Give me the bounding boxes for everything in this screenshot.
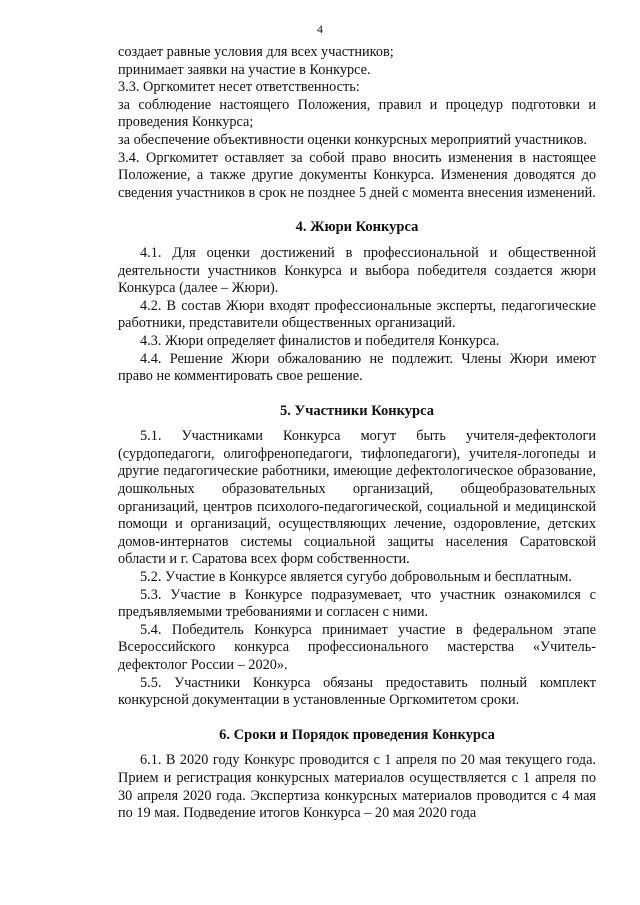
paragraph: создает равные условия для всех участников; (118, 44, 394, 60)
section-heading-jury: 4. Жюри Конкурса (295, 219, 419, 236)
page-number: 4 (317, 22, 323, 36)
paragraph: 4.4. Решение Жюри обжалованию не подлежит. Члены Жюри имеют право не комментировать свое решение. (118, 350, 596, 385)
paragraph: 5.4. Победитель Конкурса принимает участие в федеральном этапе Всероссийского конкурса профессионального мастерства «Учитель-дефектолог России – 2020». (118, 621, 596, 673)
spacer (118, 237, 596, 245)
spacer (118, 420, 596, 428)
paragraph: 3.4. Оргкомитет оставляет за собой право вносить изменения в настоящее Положение, а также другие документы Конкурса. Изменения доводятся до сведения участников в срок не позднее 5 дней с момента внесения изменений. (118, 149, 596, 201)
section-heading-schedule: 6. Сроки и Порядок проведения Конкурса (219, 726, 495, 743)
paragraph: 3.3. Оргкомитет несет ответственность: (118, 79, 360, 96)
paragraph: 4.1. Для оценки достижений в профессиональной и общественной деятельности участников Конкурса и выбора победителя создается жюри Конкурса (далее – Жюри). (118, 244, 596, 297)
paragraph: принимает заявки на участие в Конкурсе. (118, 61, 371, 78)
document-body (118, 44, 596, 823)
paragraph: 5.2. Участие в Конкурсе является сугубо добровольным и бесплатным. (140, 569, 572, 586)
spacer (118, 386, 596, 403)
spacer (118, 202, 596, 219)
paragraph: 4.2. В состав Жюри входят профессиональные эксперты, педагогические работники, представители общественных организаций. (118, 297, 596, 332)
spacer (118, 744, 596, 752)
spacer (118, 710, 596, 727)
paragraph: 5.3. Участие в Конкурсе подразумевает, что участник ознакомился с предъявляемыми требованиями и согласен с ними. (118, 586, 596, 621)
paragraph: 6.1. В 2020 году Конкурс проводится с 1 апреля по 20 мая текущего года. Прием и регистрация конкурсных материалов осуществляется с 1 апреля по 30 апреля 2020 года. Экспертиза конкурсных материалов проводится с 4 мая по 19 мая. Подведение итогов Конкурса – 20 мая 2020 года (118, 752, 596, 822)
paragraph: 4.3. Жюри определяет финалистов и победителя Конкурса. (140, 332, 500, 349)
section-heading-participants: 5. Участники Конкурса (280, 402, 434, 419)
paragraph: за обеспечение объективности оценки конкурсных мероприятий участников. (118, 131, 587, 148)
paragraph: 5.5. Участники Конкурса обязаны предоставить полный комплект конкурсной документации в установленные Оргкомитетом сроки. (118, 674, 596, 709)
paragraph: за соблюдение настоящего Положения, правил и процедур подготовки и проведения Конкурса; (118, 96, 596, 131)
paragraph: 5.1. Участниками Конкурса могут быть учителя-дефектологи (сурдопедагоги, олигофренопедагоги, тифлопедагоги), учителя-логопеды и другие педагогические работники, имеющие дефектологическое образование, дошкольных образовательных организаций, общеобразовательных организаций, центров психолого-педагогической, социальной и медицинской помощи и организаций, осуществляющих лечение, оздоровление, детских домов-интернатов системы социальной защиты населения Саратовской области и г. Саратова всех форм собственности. (118, 428, 596, 568)
